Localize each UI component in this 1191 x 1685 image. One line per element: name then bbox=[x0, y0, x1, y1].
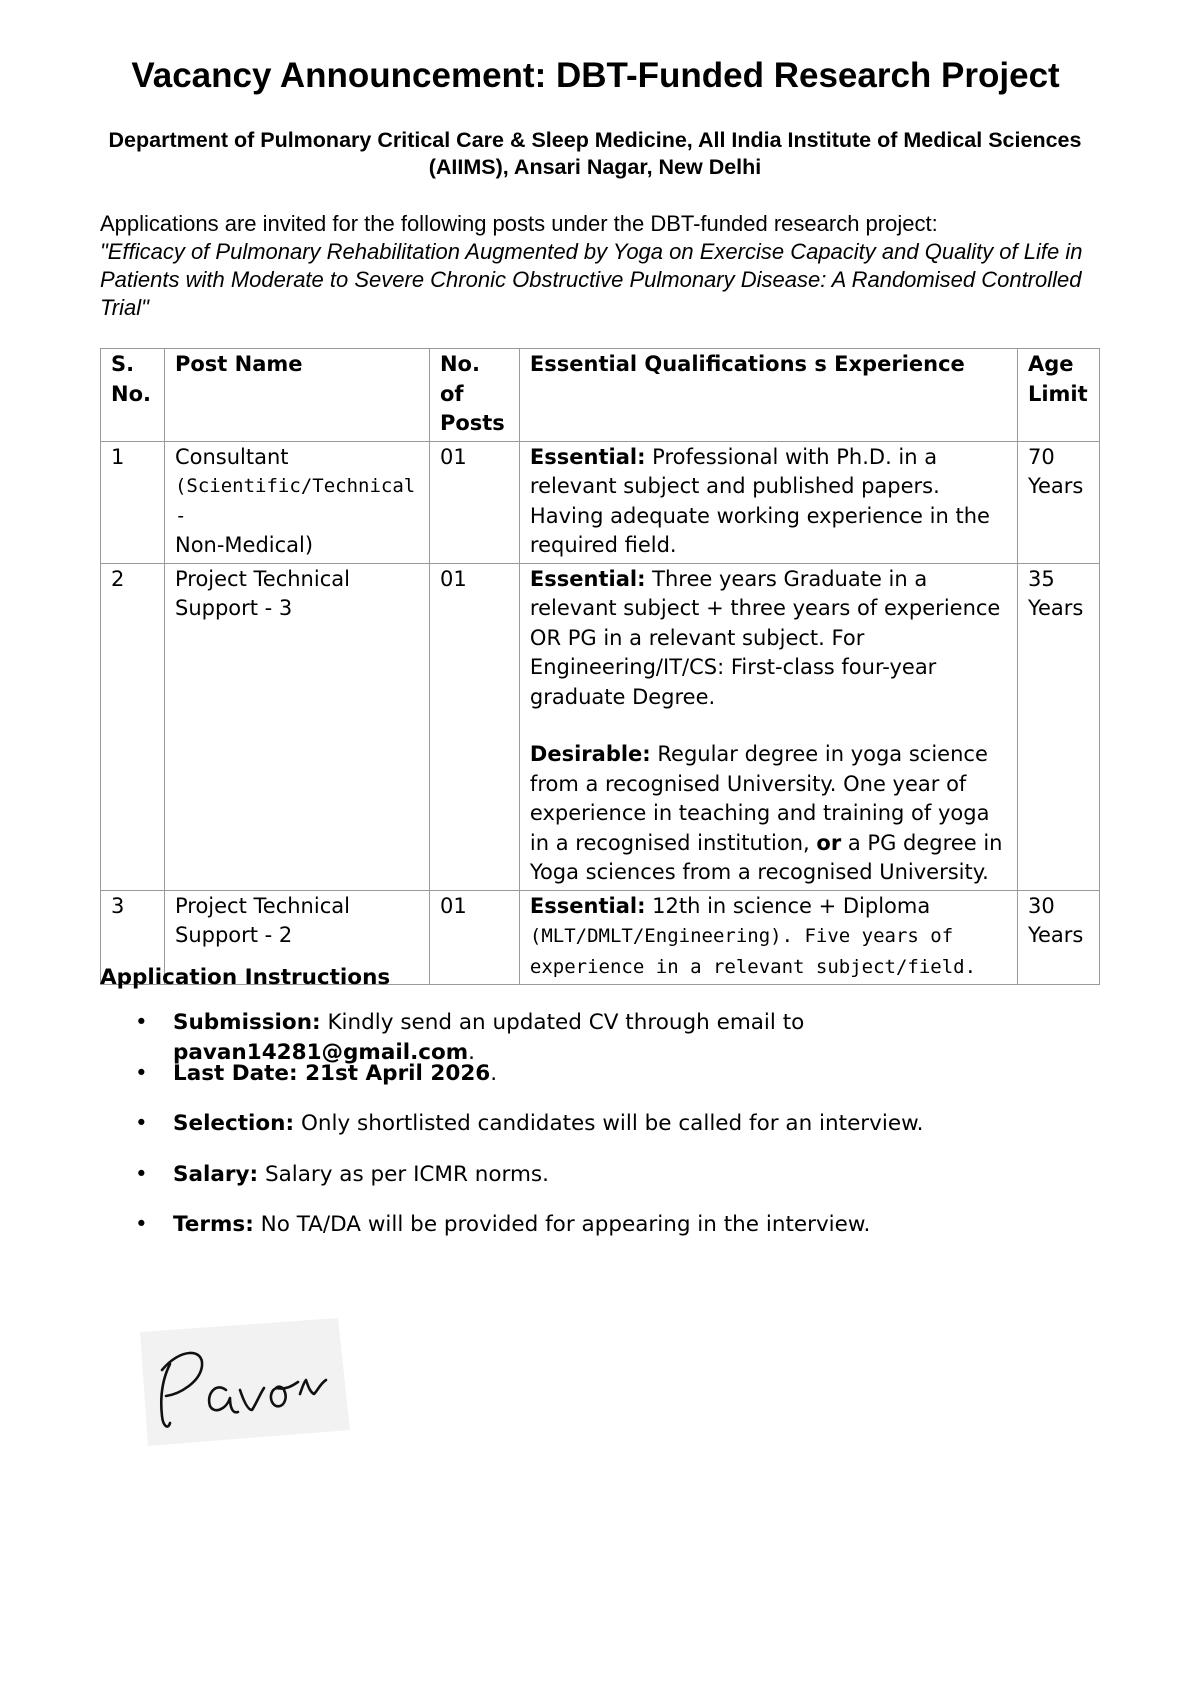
instructions-list bbox=[100, 1008, 1100, 1261]
page-title: Vacancy Announcement: DBT-Funded Research Project bbox=[131, 56, 1060, 95]
cell-sno: 2 bbox=[101, 563, 165, 890]
instruction-label: Terms: bbox=[173, 1212, 254, 1237]
header-age-limit: Age Limit bbox=[1017, 349, 1099, 442]
table-row bbox=[101, 563, 1100, 890]
email-link[interactable]: pavan14281@gmail.com bbox=[173, 1040, 469, 1065]
signature-paper bbox=[140, 1318, 350, 1446]
list-item bbox=[100, 1210, 1100, 1261]
cell-no-of-posts: 01 bbox=[429, 563, 519, 890]
cell-qualifications bbox=[519, 563, 1017, 890]
essential-label: Essential: bbox=[529, 566, 646, 591]
signature-image bbox=[140, 1318, 350, 1446]
instruction-text: Only shortlisted candidates will be called for an interview. bbox=[300, 1111, 924, 1136]
list-item bbox=[100, 1109, 1100, 1160]
intro-paragraph bbox=[100, 210, 1100, 322]
desirable-text: Regular degree in yoga science from a recognised University. One year of experience in teaching and training of yoga in a recognised institution, bbox=[529, 742, 990, 855]
cell-age-limit: 35 Years bbox=[1017, 563, 1099, 890]
list-item bbox=[100, 1160, 1100, 1211]
header-qualifications: Essential Qualifications s Experience bbox=[519, 349, 1017, 442]
instruction-label: Submission: bbox=[173, 1010, 321, 1035]
bullet-icon: • bbox=[135, 1161, 148, 1187]
bullet-icon: • bbox=[135, 1060, 148, 1086]
cell-qualifications bbox=[519, 890, 1017, 985]
essential-label: Essential: bbox=[529, 444, 646, 469]
essential-block bbox=[530, 565, 1007, 713]
posts-table bbox=[100, 348, 1100, 985]
essential-text: 12th in science + Diploma bbox=[652, 893, 931, 918]
post-name-line: (Scientific/Technical - bbox=[174, 475, 416, 527]
instruction-end: . bbox=[490, 1060, 498, 1086]
post-name-line: Non-Medical) bbox=[174, 533, 314, 557]
essential-label: Essential: bbox=[529, 893, 646, 918]
department-heading: Department of Pulmonary Critical Care & Sleep Medicine, All India Institute of Medical Sciences (AIIMS), Ansari Nagar, New Delhi bbox=[108, 128, 1082, 179]
bullet-icon: • bbox=[135, 1212, 148, 1237]
table-header-row bbox=[101, 349, 1100, 442]
table-row bbox=[101, 441, 1100, 563]
instruction-label: Salary: bbox=[173, 1161, 259, 1187]
header-sno: S. No. bbox=[101, 349, 165, 442]
instruction-text: Salary as per ICMR norms. bbox=[264, 1161, 549, 1187]
list-item bbox=[100, 1059, 1100, 1110]
essential-text: (MLT/DMLT/Engineering). Five years of experience in a relevant subject/field. bbox=[529, 925, 977, 978]
desirable-or: or bbox=[816, 830, 842, 855]
intro-text: Applications are invited for the following posts under the DBT-funded research project: bbox=[100, 211, 938, 236]
project-title: "Efficacy of Pulmonary Rehabilitation Augmented by Yoga on Exercise Capacity and Quality of Life in Patients with Moderate to Severe Chronic Obstructive Pulmonary Disease: A Randomised Controlled Trial" bbox=[100, 239, 1083, 320]
cell-no-of-posts: 01 bbox=[429, 441, 519, 563]
cell-qualifications bbox=[519, 441, 1017, 563]
post-name-line: Consultant bbox=[174, 444, 289, 469]
instruction-label: Last Date: 21st April 2026 bbox=[173, 1060, 491, 1086]
cell-no-of-posts: 01 bbox=[429, 890, 519, 985]
header-no-of-posts: No. of Posts bbox=[429, 349, 519, 442]
signature-drawing bbox=[140, 1318, 350, 1446]
cell-age-limit: 70 Years bbox=[1017, 441, 1099, 563]
bullet-icon: • bbox=[135, 1111, 148, 1136]
instruction-label: Selection: bbox=[173, 1111, 295, 1136]
cell-post-name bbox=[164, 441, 429, 563]
essential-text: Professional with Ph.D. in a relevant subject and published papers. Having adequate working experience in the required field. bbox=[529, 444, 990, 557]
paragraph-gap bbox=[530, 712, 1007, 740]
cell-sno: 3 bbox=[101, 890, 165, 985]
instruction-text: Kindly send an updated CV through email to bbox=[327, 1010, 805, 1035]
desirable-block bbox=[530, 740, 1007, 888]
cell-sno: 1 bbox=[101, 441, 165, 563]
cell-age-limit: 30 Years bbox=[1017, 890, 1099, 985]
cell-post-name: Project Technical Support - 3 bbox=[164, 563, 429, 890]
desirable-text: a PG degree in Yoga sciences from a recognised University. bbox=[529, 830, 1003, 884]
bullet-icon: • bbox=[135, 1010, 148, 1035]
header-post-name: Post Name bbox=[164, 349, 429, 442]
instructions-heading: Application Instructions bbox=[100, 965, 391, 990]
desirable-label: Desirable: bbox=[529, 742, 651, 766]
list-item bbox=[100, 1008, 1100, 1065]
instruction-text: No TA/DA will be provided for appearing in the interview. bbox=[260, 1212, 871, 1237]
instruction-end: . bbox=[468, 1040, 475, 1065]
cell-post-name: Project Technical Support - 2 bbox=[164, 890, 429, 985]
essential-text: Three years Graduate in a relevant subject + three years of experience OR PG in a relevant subject. For Engineering/IT/CS: First-class four-year graduate Degree. bbox=[529, 566, 1001, 709]
